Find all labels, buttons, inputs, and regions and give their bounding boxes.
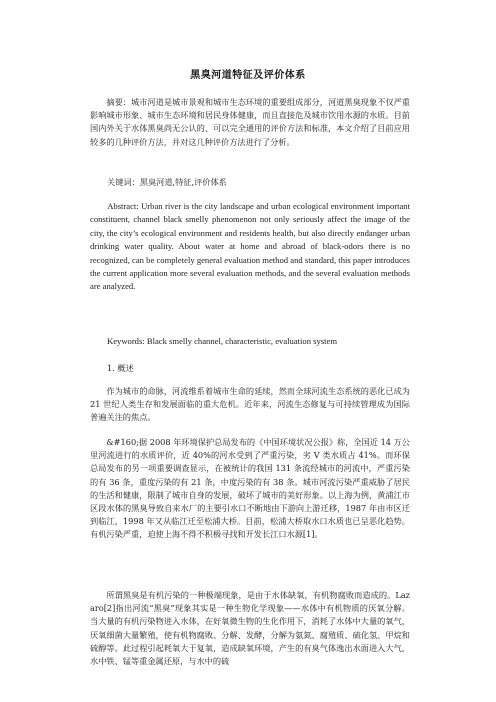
paragraph-intro: 作为城市的命脉，河流维系着城市生命的延续，然而全球河流生态系统的恶化已成为 21 世纪人类生存和发展面临的重大危机。近年来，河流生态修复与可持续管理成为国际普遍关注的焦点。 [90, 386, 410, 423]
abstract-cn: 摘要：城市河道是城市景观和城市生态环境的重要组成部分，河道黑臭现象不仅严重影响城市形象、城市生态环境和居民身体健康，而且直接危及城市饮用水源的水质。目前国内外关于水体黑臭尚无公认的、可以完全通用的评价方法和标准，本文介绍了目前应用较多的几种评价方法，并对这几种评价方法进行了分析。 [90, 97, 410, 147]
document-title: 黑臭河道特征及评价体系 [190, 70, 306, 81]
section-heading: 1. 概述 [107, 363, 134, 373]
abstract-en: Abstract: Urban river is the city landscape and urban ecological environment important constituent, channel black smelly phenomenon not only seriously affect the image of the city, the city’s ecological environment and residents health, but also directly endanger urban drinking water quality. About water at home and abroad of black-odors there is no recognized, can be completely general evaluation method and standard, this paper introduces the current application more several evaluation methods, and the several evaluation methods are analyzed. [90, 201, 410, 292]
paragraph-pollution-data: &#160;据 2008 年环境保护总局发布的《中国环境状况公报》称，全国近 14 万公里河流进行的水质评价，近 40%的河水受到了严重污染，劣 V 类水质占 41%。而环保总局发布的另一项重要调查显示，在被统计的我国 131 条流经城市的河流中，严重污染的有 36 条，重度污染的有 21 条，中度污染的有 38 条。城市河流污染严重威胁了居民的生活和健康，限制了城市自身的发展，破坏了城市的美好形象。以上海为例，黄浦江市区段水体的黑臭导致自来水厂的主要引水口不断地由下游向上游迁移，1987 年由市区迁到临江，1998 年又从临江迁至松浦大桥。目前，松浦大桥取水口水质也已呈恶化趋势。有机污染严重，迫使上海不得不积极寻找和开发长江口水源[1]。 [90, 437, 410, 540]
paragraph-black-odor-definition: 所谓黑臭是有机污染的一种极端现象，是由于水体缺氧，有机物腐败而造成的。Lazaro[2]指出河流“黑臭”现象其实是一种生物化学现象——水体中有机物质的厌氧分解。当大量的有机污染物进入水体，在好氧微生物的生化作用下，消耗了水体中大量的氧气，厌氧细菌大量繁殖，使有机物腐败、分解、发酵，分解为氨氮、腐殖质、硫化氢、甲烷和硫醇等。此过程引起耗氧大于复氧，造成缺氧环境，产生的有臭气体逸出水面进入大气，水中铁、锰等重金属还原，与水中的硫 [90, 590, 410, 667]
keywords-cn: 关键词：黑臭河道,特征,评价体系 [107, 177, 227, 187]
keywords-en: Keywords: Black smelly channel, characteristic, evaluation system [107, 336, 338, 346]
